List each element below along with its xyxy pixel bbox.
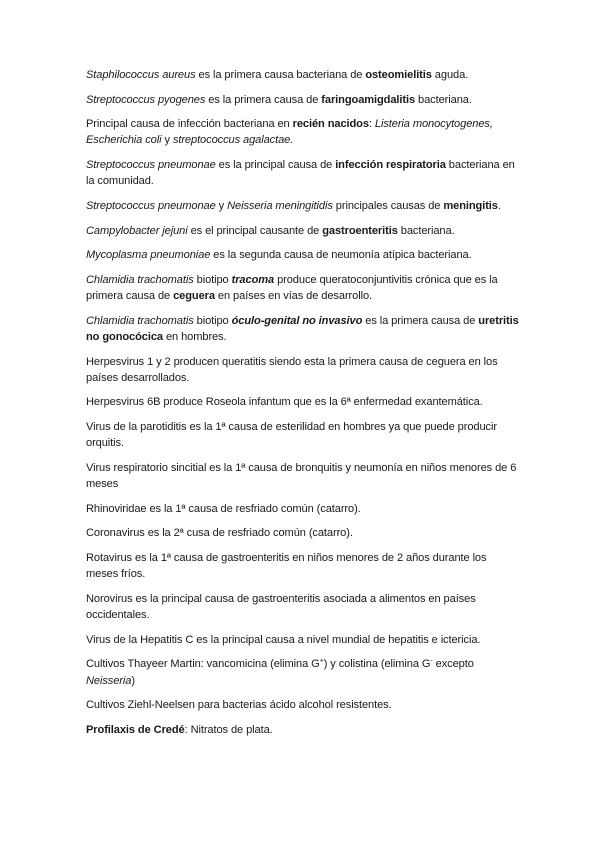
text-run: Coronavirus es la 2ª cusa de resfriado común (catarro). bbox=[86, 527, 353, 540]
paragraph bbox=[86, 722, 520, 738]
text-run: en hombres. bbox=[162, 330, 227, 343]
paragraph bbox=[86, 67, 520, 83]
text-run: Herpesvirus 1 y 2 producen queratitis siendo esta la primera causa de ceguera en los países desarrollados. bbox=[86, 355, 498, 384]
paragraph bbox=[86, 525, 520, 541]
text-run: ) y colistina (elimina G bbox=[323, 658, 431, 671]
text-run: y bbox=[161, 134, 173, 147]
text-run: Streptococcus pneumonae bbox=[86, 159, 216, 172]
text-run: Virus respiratorio sincitial es la 1ª causa de bronquitis y neumonía en niños menores de 6 meses bbox=[86, 461, 517, 491]
text-run: Profilaxis de Credé bbox=[86, 723, 185, 736]
text-run: recién nacidos bbox=[292, 118, 369, 131]
paragraph bbox=[86, 247, 520, 263]
paragraph bbox=[86, 116, 520, 149]
text-run: Rotavirus es la 1ª causa de gastroenteritis en niños menores de 2 años durante los meses fríos. bbox=[86, 551, 487, 581]
text-run: Staphilococcus aureus bbox=[86, 69, 196, 81]
text-run: biotipo bbox=[193, 314, 232, 327]
paragraph bbox=[86, 697, 520, 713]
text-run: Herpesvirus 6B produce Roseola infantum que es la 6ª enfermedad exantemática. bbox=[86, 396, 483, 409]
text-run: Neisseria bbox=[86, 674, 132, 687]
text-run: infección respiratoria bbox=[335, 159, 446, 172]
text-run: Chlamidia trachomatis bbox=[86, 314, 194, 327]
text-run: Cultivos Ziehl-Neelsen para bacterias ácido alcohol resistentes. bbox=[86, 699, 392, 712]
text-run: es la primera causa de bbox=[205, 93, 322, 106]
paragraph bbox=[86, 198, 520, 214]
text-run: meningitis bbox=[443, 199, 498, 212]
text-run: es el principal causante de bbox=[187, 224, 323, 237]
text-run: bacteriana. bbox=[415, 93, 472, 106]
text-run: tracoma bbox=[231, 273, 275, 286]
text-run: biotipo bbox=[193, 273, 232, 286]
text-run: es la segunda causa de neumonía atípica bacteriana. bbox=[210, 249, 472, 262]
paragraph bbox=[86, 591, 520, 624]
paragraph bbox=[86, 354, 520, 387]
text-run: + bbox=[319, 657, 324, 665]
text-run: Virus de la parotiditis es la 1ª causa de esterilidad en hombres ya que puede producir orquitis. bbox=[86, 421, 497, 450]
text-run: excepto bbox=[432, 658, 474, 671]
text-run: Mycoplasma pneumoniae bbox=[86, 249, 211, 262]
paragraph bbox=[86, 501, 520, 517]
text-run: Cultivos Thayeer Martin: vancomicina (elimina G bbox=[86, 658, 320, 671]
text-run: es la principal causa de bbox=[215, 159, 336, 172]
paragraph bbox=[86, 656, 520, 689]
paragraph bbox=[86, 92, 520, 108]
paragraph bbox=[86, 460, 520, 493]
text-run: Streptococcus pyogenes bbox=[86, 93, 206, 106]
document-body bbox=[86, 67, 520, 746]
text-run: - bbox=[430, 657, 433, 665]
text-run: osteomielitis bbox=[365, 69, 432, 81]
text-run: aguda. bbox=[431, 69, 469, 81]
text-run: ceguera bbox=[173, 290, 215, 303]
text-run: principales causas de bbox=[332, 199, 444, 212]
text-run: Norovirus es la principal causa de gastroenteritis asociada a alimentos en países occidentales. bbox=[86, 592, 476, 622]
text-run: Neisseria meningitidis bbox=[227, 199, 333, 212]
text-run: ) bbox=[131, 674, 135, 687]
text-run: Chlamidia trachomatis bbox=[86, 273, 194, 286]
text-run: es la primera causa de bbox=[362, 314, 479, 327]
text-run: bacteriana. bbox=[397, 224, 455, 237]
paragraph bbox=[86, 419, 520, 452]
text-run: Listeria monocytogenes, Escherichia coli bbox=[86, 118, 493, 147]
paragraph bbox=[86, 394, 520, 410]
text-run: Rhinoviridae es la 1ª causa de resfriado común (catarro). bbox=[86, 502, 361, 515]
text-run: Streptococcus pneumonae bbox=[86, 199, 216, 212]
text-run: y bbox=[215, 199, 228, 212]
text-run: uretritis no gonocócica bbox=[86, 314, 519, 343]
paragraph bbox=[86, 272, 520, 305]
paragraph bbox=[86, 157, 520, 190]
text-run: en países en vías de desarrollo. bbox=[214, 290, 372, 303]
text-run: es la primera causa bacteriana de bbox=[195, 69, 366, 81]
text-run: faringoamigdalitis bbox=[321, 93, 416, 106]
text-run: produce queratoconjuntivitis crónica que es la primera causa de bbox=[86, 273, 498, 303]
text-run: gastroenteritis bbox=[322, 224, 398, 237]
text-run: Virus de la Hepatitis C es la principal causa a nivel mundial de hepatitis e ictericia. bbox=[86, 633, 481, 646]
paragraph bbox=[86, 313, 520, 346]
text-run: : Nitratos de plata. bbox=[184, 723, 273, 736]
text-run: bacteriana en la comunidad. bbox=[86, 159, 515, 188]
text-run: . bbox=[497, 199, 501, 212]
text-run: Campylobacter jejuni bbox=[86, 224, 188, 237]
text-run: : bbox=[368, 118, 375, 131]
text-run: óculo-genital no invasivo bbox=[231, 314, 363, 327]
paragraph bbox=[86, 550, 520, 583]
paragraph bbox=[86, 223, 520, 239]
paragraph bbox=[86, 632, 520, 648]
text-run: streptococcus agalactae. bbox=[172, 134, 294, 147]
text-run: Principal causa de infección bacteriana en bbox=[86, 118, 293, 131]
